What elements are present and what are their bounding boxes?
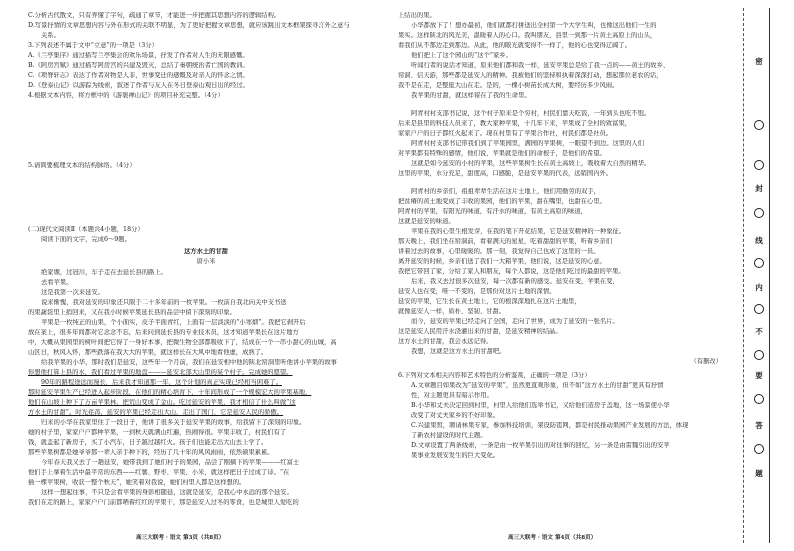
right-text-line: 延安的苹果，它生长在黄土地上，它的根深深地扎在这片土地里， bbox=[398, 298, 581, 305]
binding-seal-character: 内 bbox=[755, 283, 763, 292]
right-text-line: 这里的苹果，水分充足，甜度高，口感脆，是延安苹果的代表，远销国内外。 bbox=[398, 170, 613, 177]
left-text-line: 她的村子里，家家户户都种苹果，一到秋天就满山红遍，热闹得很。苹果丰收了，村民们有了 bbox=[28, 429, 287, 436]
binding-circle-mark bbox=[754, 160, 764, 170]
right-text-line: 我想，这就是这方水土的甘甜吧。 bbox=[411, 348, 506, 355]
left-text-line: 给我苹果的小华，那时我们是延安，这些年一个月前，我们在延安相中他的陕北窑洞里听他讲小苹果的故事 bbox=[41, 359, 337, 366]
left-page-column bbox=[28, 0, 384, 551]
right-text-line: 阿青村村支部书记说，这个村子原来是个穷村，村民们靠天吃饭，一年到头也吃不饱。 bbox=[411, 110, 651, 117]
right-text-line: A.文章题目如果改为“延安的苹果”，虽然更直观形象，但不如“这方水土的甘甜”更具有抒情 bbox=[411, 382, 664, 389]
binding-circle-mark bbox=[754, 444, 764, 454]
left-text-line: 4.根据文本内容，将方框中的《游褒禅山记》的项目补充完整。（4分） bbox=[28, 92, 224, 99]
binding-seal-character: 题 bbox=[755, 469, 763, 478]
left-text-line: 这样一想起往事，不只是会看苹果的身影相随延，这就是延安，是我心中永远的那个延安。 bbox=[41, 489, 293, 496]
left-text-line: D.写景抒情的文章思想内容与外在形式的关联不明显，为了更好把握文章思想，就应该跳出文本框架探寻言外之意与 bbox=[28, 22, 350, 29]
right-text-line: 听闻行者的说话才知道，原来他们都和我一样，延安苹果总是给了我一点的——黄土的故乡、 bbox=[411, 62, 670, 69]
right-text-line: 性，对主题更具有暗示作用。 bbox=[411, 392, 493, 399]
binding-seal-character: 要 bbox=[755, 371, 763, 380]
left-text-line: 3.下列表述不属于文中“立意”的一项是（3分） bbox=[28, 42, 158, 49]
left-text-line: C.分析古代散文，只有弄懂了字句，疏通了章节，才能进一步把握其思想内容的逻辑结构。 bbox=[28, 12, 281, 19]
left-text-line: 阅读下面的文字，完成6～9题。 bbox=[41, 236, 131, 243]
right-text-line: 阿青村的苹果，有阳光的味道，有汗水的味道，有黄土高原的味道， bbox=[398, 208, 587, 215]
left-text-line: 山区日，秋风入怀，那些跌落在我大大的苹果，就这样长在大风中地看他虚，成熟了。 bbox=[28, 349, 268, 356]
right-text-line: 而今，延安的苹果已经走向了全国，走向了世界，成为了延安的一张名片。 bbox=[411, 318, 619, 325]
right-text-line: 这是延安人民用汗水浇灌出来的甘甜，是延安精神的结晶。 bbox=[398, 328, 562, 335]
right-text-line: D.文章设置了两条线索，一条是由一枚苹果引出的对往事的回忆，另一条是由雷魏引出的安苹 bbox=[411, 442, 670, 449]
binding-seal-character: 不 bbox=[755, 327, 763, 336]
right-text-line: 了新农村建设的时代主题。 bbox=[411, 432, 487, 439]
binding-dashed-line bbox=[743, 8, 744, 543]
right-text-line: 就像延安人一样，质朴、坚韧、甘甜。 bbox=[398, 308, 506, 315]
binding-seal-character: 线 bbox=[755, 236, 763, 245]
left-text-line: 这是我第一次来延安。 bbox=[41, 289, 104, 296]
right-text-line: 后来是县里的科技人员来了，教大家种苹果，十几年下来，苹果成了全村的致富果， bbox=[398, 120, 631, 127]
right-text-line: （有删改） bbox=[690, 358, 722, 365]
binding-circle-mark bbox=[754, 304, 764, 314]
binding-solid-line bbox=[769, 8, 770, 543]
left-text-line: 插一棵苹果树，收获一整个秋天”，她笑着对我说，她们村里人都是这样想的。 bbox=[28, 479, 246, 486]
footer-right-page-number: 高三大联考 · 语文 第4页（共8页） bbox=[508, 535, 597, 541]
left-text-line: 绝家塬，过冠川，车子走在去延长县的路上。 bbox=[41, 269, 167, 276]
left-text-line: 说来惭愧，我对延安的印象还只限于二十多年前的一枚苹果。一枚前自我北向关中支书送 bbox=[41, 299, 287, 306]
right-page-column bbox=[398, 0, 722, 551]
right-text-line: 后来，我又去过很多次延安，每一次都有新的感受。延安在变，苹果在变， bbox=[411, 278, 619, 285]
right-text-line: 改变了对丈夫家乡的不好印象。 bbox=[411, 412, 500, 419]
right-text-line: 苹果在我的心里生根发芽，在我的笔下开花结果，它是延安精神的一种象征。 bbox=[411, 228, 626, 235]
right-text-line: 讲着过去的故事，心里暖暖的。那一刻，我觉得自己也成了这里的一员。 bbox=[398, 248, 600, 255]
left-text-line: 那些苹果树都是她爷爷那一辈人亲手种下的，经历了几十年的风风雨雨，依然硕果累累。 bbox=[28, 449, 274, 456]
right-text-line: 我不是在走，是整座大山在走。是的，一棵小树苗长成大树，要经历多少风雨。 bbox=[398, 82, 619, 89]
right-text-line: 窑洞、信天游，那些都是延安人的精神。我被他们的坚持和执着深深打动，想起那位老农的话， bbox=[398, 72, 663, 79]
right-text-line: 看我们从不那边走到那边。从此，他的眼光就变得不一样了，他的心也变得辽阔了。 bbox=[398, 42, 631, 49]
right-text-line: 果事业发展安发生的巨大变化。 bbox=[411, 452, 500, 459]
left-text-line: 中，大概从果园里的树叶间把它得了一身好本事，把微生物全部都吸收下了，结成在一个一串小甜心的山城，高 bbox=[28, 339, 337, 346]
right-text-line: 果实。这样陕北的风光美，温暖着人的心口。我叫朋友，县里一到那一片黄土高原上的山头， bbox=[398, 32, 657, 39]
left-text-line: 的果蔬袋里上捎回来，又在我小时候苹果延长县的品尝中留下深刻的印象。 bbox=[28, 309, 236, 316]
left-text-line: 他们手上拿着生活中最平常的东西——红薯、野枣、苹果、小米，就这样把日子过成了诗。“在 bbox=[28, 469, 290, 476]
right-text-line: 小华都放下了！想办最初，他们就都打拼送出全村第一个大学生叫，也像这出他们一生的 bbox=[411, 22, 657, 29]
left-text-line: 那时延安苹果生产已经进入起步阶段，在他们的精心培育下，十年间形成了一个规模宏大的苹果基地， bbox=[28, 389, 312, 396]
right-text-line: 家家户户的日子都红火起来了。现在村里有了苹果合作社，村民们都是社员。 bbox=[398, 130, 613, 137]
left-text-line: 5.请简要梳理文本的结构脉络。（4分） bbox=[28, 162, 136, 169]
binding-circle-mark bbox=[754, 208, 764, 218]
right-text-line: 把贫瘠的黄土地变成了丰收的果园，他们的苹果，甜在嘴里，也甜在心里。 bbox=[398, 198, 606, 205]
left-text-line: 方水土的甘甜”。时光荏苒，延安的苹果已经走出大山，走出了国门，它是延安人民的骄傲。 bbox=[28, 409, 284, 416]
right-text-line: 延安人也在变，唯一不变的，是那份对这片土地的深情。 bbox=[398, 288, 556, 295]
left-text-line: 唐小米 bbox=[196, 258, 216, 265]
left-text-line: 90年的路程途远而漫长，后来我才知道那一年，这个计划的真正实现已经相当困难了。 bbox=[41, 379, 282, 386]
right-text-line: 阿青村村支部书记带我们到了苹果园里，满园的苹果树，一眼望不到边。这里的人们 bbox=[411, 140, 644, 147]
left-text-line: 放在案上，很多年间都对它念念不忘，后来问到延长县的专业技术员，这才知道苹果长在这片地方 bbox=[28, 329, 299, 336]
right-text-line: 他们把上了这个园山的“这个”家乡。 bbox=[411, 52, 512, 59]
left-text-line: 今年春天我又去了一趟延安，她带我到了她们村子的果园，品尝了刚摘下的苹果———红富士 bbox=[41, 459, 300, 466]
binding-circle-mark bbox=[754, 120, 764, 130]
footer-left-page-number: 高三大联考 · 语文 第3页（共8页） bbox=[136, 535, 225, 541]
left-text-line: 归来的小华在我家里住了一段日子，他讲了很多关于延安苹果的故事，给我留下了深刻的印象。 bbox=[41, 419, 306, 426]
left-text-line: A.《兰亭集序》通过描写兰亭集会的欢乐场景，抒发了作者对人生的无限感慨。 bbox=[28, 52, 249, 59]
left-text-line: 这方水土的甘甜 bbox=[183, 248, 229, 255]
right-text-line: 那天晚上，我们坐在窑洞前，看着满天的星星，吃着甜甜的苹果，听着乡亲们 bbox=[398, 238, 613, 245]
binding-seal-character: 封 bbox=[755, 184, 763, 193]
right-text-line: 我把它带回了家，分给了家人和朋友，每个人都说，这是他们吃过的最甜的苹果。 bbox=[398, 268, 625, 275]
left-text-line: 我们在走的路上，家家户户门前都晒着红红的苹果干，那是延安人过冬的零食，也是城里人爱吃的 bbox=[28, 499, 299, 506]
left-text-line: B.《阿房宫赋》通过描写阿房宫的兴建及毁灭，总结了秦朝统治者亡国的教训。 bbox=[28, 62, 249, 69]
left-text-line: 去看苹果。 bbox=[41, 279, 73, 286]
right-text-line: 这就是延安的味道。 bbox=[398, 218, 455, 225]
right-text-line: 对苹果都有特殊的感情，他们说，苹果就是他们的命根子，是他们的希望。 bbox=[398, 150, 606, 157]
right-text-line: 上结出的果。 bbox=[398, 12, 436, 19]
left-text-line: C.《项脊轩志》表达了作者对物是人非，世事变迁的感慨及对亲人的怀念之情。 bbox=[28, 72, 249, 79]
binding-circle-mark bbox=[754, 394, 764, 404]
left-text-line: 苹果是一枚纯正的山果，个小面实，皮子半面青红，上面有一层淡淡的“小寒烟”。我把它剥开后 bbox=[41, 319, 306, 326]
right-text-line: 这方水土的甘甜，我会永远记得。 bbox=[398, 338, 493, 345]
binding-seal-character: 密 bbox=[755, 57, 763, 66]
left-text-line: 你想他打算上县的水，我们看过苹果的地盘———延安北部大山里的某个村子。完成她的愿望。 bbox=[28, 369, 293, 376]
right-text-line: 离开延安的时候，乡亲们送了我们一大箱苹果，他们说，这是延安的心意。 bbox=[398, 258, 606, 265]
right-text-line: 这就是如今延安的小村的苹果，这些苹果树生长在黄土高坡上，吸收着大自然的精华。 bbox=[411, 160, 651, 167]
left-text-line: 钱，就盖起了新房子，买了小汽车，日子越过越红火。孩子们也能走出大山去上学了。 bbox=[28, 439, 268, 446]
left-text-line: 关系。 bbox=[41, 32, 60, 39]
right-text-line: 我苹果的甘甜，就这样留在了我的生命里。 bbox=[411, 92, 531, 99]
right-text-line: B.小华和丈夫决定回到村里，村里人给他们选举书记，又给他们造房子盖地，这一场景使小华 bbox=[411, 402, 670, 409]
left-text-line: D.《登泰山记》以游踪为线索，叙述了作者与友人在冬日登泰山观日出的经过。 bbox=[28, 82, 249, 89]
binding-seal-character: 答 bbox=[755, 421, 763, 430]
right-text-line: 6.下列对文本相关内容和艺术特色的分析鉴赏，正确的一项是（3分） bbox=[398, 372, 591, 379]
right-text-line: C.兴建果窖，聘请林果专家，参加科技培训，架设防雹网，都是村民推动果园产业发展的方法，体现 bbox=[411, 422, 689, 429]
left-text-line: (二)现代文阅读Ⅱ（本题共4小题，18分） bbox=[28, 226, 144, 233]
binding-circle-mark bbox=[754, 350, 764, 360]
binding-circle-mark bbox=[754, 258, 764, 268]
right-text-line: 阿青村的乡亲们，祖祖辈辈生活在这片土地上，他们用勤劳的双手， bbox=[411, 188, 600, 195]
left-text-line: 他们在山坡上种下了万亩苹果林，把荒山变成了金山。吃过延安的苹果，我才相信了什么叫做“这 bbox=[28, 399, 296, 406]
